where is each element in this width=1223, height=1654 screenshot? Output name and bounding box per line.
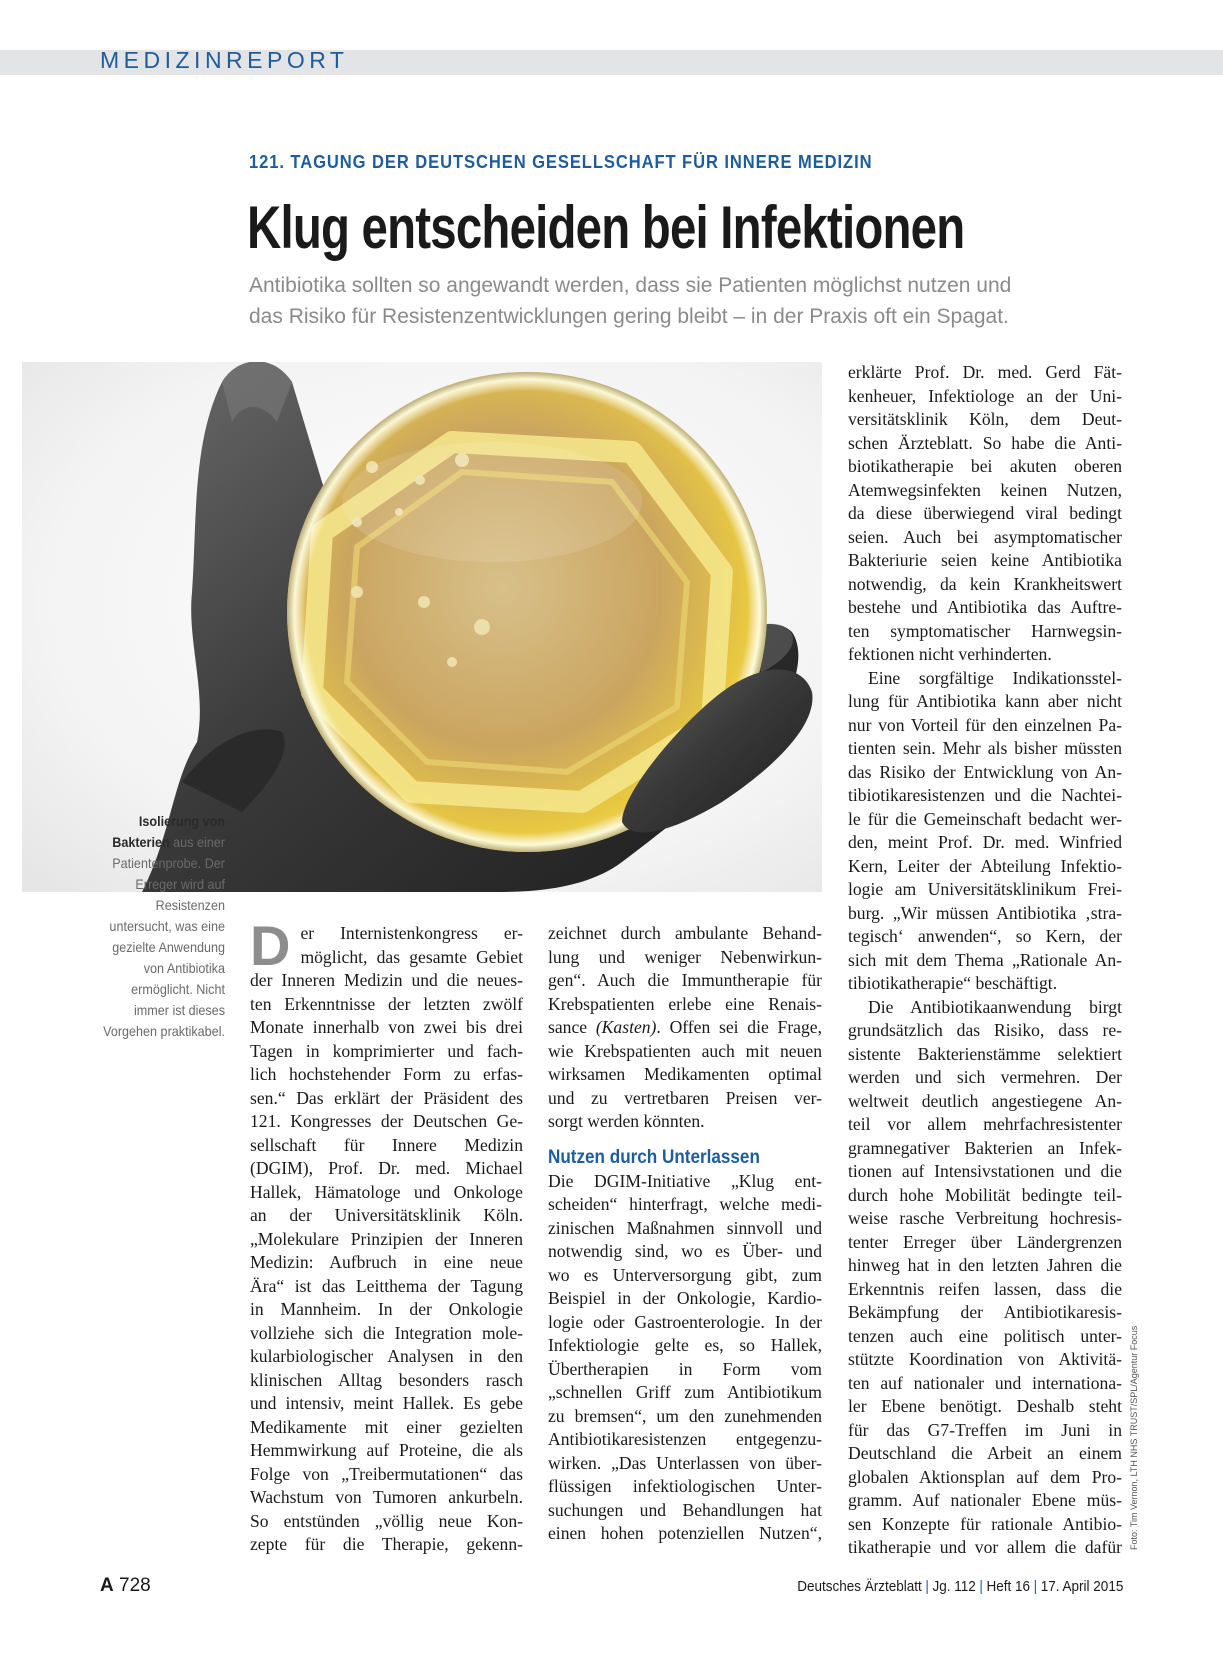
article-column-1 [250,914,523,1557]
photo-caption [95,811,226,1042]
text-line: und zu vertretbaren Preisen ver- [548,1087,822,1108]
text-line: wirken. „Das Unterlassen von über- [548,1452,822,1473]
text-line: suchungen und Behandlungen hat [548,1499,822,1520]
text-line: (DGIM), Prof. Dr. med. Michael [250,1158,523,1178]
text-line: sorgt werden könnten. [548,1111,705,1131]
text-line: lung und weniger Nebenwirkun- [548,946,822,967]
text-line: gramm. Auf nationaler Ebene müs- [848,1490,1122,1510]
text-line: ler Ebene benötigt. Deshalb steht [848,1396,1122,1416]
text-line: scheiden“ hinterfragt, welche medi- [548,1194,822,1214]
text-line: teil vor allem mehrfachresistenter [848,1114,1122,1134]
text-line: notwendig, da kein Krankheitswert [848,573,1122,594]
text-line: Tagen in komprimierter und fach- [250,1040,523,1061]
text-line: le für die Gemeinschaft bedacht wer- [848,808,1122,829]
text-line: biotikatherapie bei akuten oberen [848,456,1122,476]
text-line: zu bremsen“, um den zunehmenden [548,1405,822,1426]
journal-info [797,1578,1123,1595]
text-line: Die Antibiotikaanwendung birgt [868,996,1122,1017]
text-line: und intensiv, meint Hallek. Es gebe [250,1393,523,1413]
journal-date: 17. April 2015 [1040,1578,1123,1595]
text-line: kularbiologischer Analysen in den [250,1346,523,1366]
text-line: logie am Universitätsklinikum Frei- [848,879,1122,899]
text-line: schen Ärzteblatt. So habe die Anti- [848,432,1122,453]
text-line: ten Erkenntnisse der letzten zwölf [250,993,523,1014]
separator: | [1033,1578,1037,1595]
text-line: fektionen nicht verhinderten. [848,644,1052,664]
text-line: zeichnet durch ambulante Behand- [548,923,822,943]
page-number-value: 728 [119,1575,151,1596]
text-line: Bekämpfung der Antibiotikaresis- [848,1302,1122,1322]
section-label: MEDIZINREPORT [100,47,349,73]
journal-volume: Jg. 112 [932,1578,976,1595]
text-line: Hallek, Hämatologe und Onkologe [250,1181,523,1202]
text-line: Erkenntnis reifen lassen, dass die [848,1278,1122,1299]
text-line: Ära“ ist das Leitthema der Tagung [250,1275,523,1296]
caption-bold: Isolierung von Bakterien [112,813,225,850]
article-column-3 [848,361,1122,1560]
text-line: stützte Koordination von Aktivitä- [848,1349,1122,1369]
text-line: nur von Vorteil für den einzelnen Pa- [848,714,1122,735]
text-line: Infektiologie gelte es, so Hallek, [548,1335,822,1355]
text-line: kenheuer, Infektiologe an der Uni- [848,385,1122,406]
text-line: weltweit deutlich angestiegene An- [848,1090,1122,1111]
caption-text: aus einer Patientenprobe. Der Erreger wird auf Resistenzen untersucht, was eine gezielte Anwendung von Antibiotika ermöglicht. Nicht immer ist dieses Vorgehen praktikabel. [103,834,225,1039]
drop-cap: D [250,914,291,977]
text-line: tikatherapie und vor allem die dafür [848,1537,1122,1557]
text-line: sich mit dem Thema „Rationale An- [848,949,1122,970]
text-line: er Internistenkongress er- [300,923,523,943]
text-line: Folge von „Treibermutationen“ das [250,1463,523,1484]
text-line: wirksamen Medikamenten optimal [548,1064,822,1084]
text-line: tionen auf Intensivstationen und die [848,1161,1122,1181]
text-line: Deutschland die Arbeit an einem [848,1443,1122,1463]
article-kicker: 121. TAGUNG DER DEUTSCHEN GESELLSCHAFT FÜR INNERE MEDIZIN [249,152,873,172]
text-line: ten symptomatischer Harnwegsin- [848,620,1122,641]
text-line: in Mannheim. In der Onkologie [250,1299,523,1319]
text-fragment: sance [548,1017,596,1037]
text-line: gramnegativer Bakterien an Infek- [848,1137,1122,1158]
text-line: sen Konzepte für rationale Antibio- [848,1513,1122,1534]
kasten-reference: (Kasten) [595,1017,657,1037]
text-line: flüssigen infektiologischen Unter- [548,1476,822,1496]
text-line: Medizin: Aufbruch in eine neue [250,1252,523,1272]
lead-line: das Risiko für Resistenzentwicklungen gering bleibt – in der Praxis oft ein Spagat. [249,305,1009,328]
text-line: tibiotikaresistenzen und die Nachtei- [848,785,1122,805]
text-line: Die DGIM-Initiative „Klug ent- [548,1170,822,1191]
text-line: sistente Bakterienstämme selektiert [848,1043,1122,1064]
page-prefix: A [100,1575,114,1596]
text-line: Wachstum von Tumoren ankurbeln. [250,1487,523,1507]
text-fragment: . Offen sei die Frage, [656,1017,822,1037]
text-line: einen hohen potenziellen Nutzen“, [548,1523,822,1543]
journal-name: Deutsches Ärzteblatt [796,1578,922,1595]
text-line: sellschaft für Innere Medizin [250,1134,523,1155]
text-line: durch hohe Mobilität bedingte teil- [848,1184,1122,1205]
text-line: Medikamente mit einer gezielten [250,1416,523,1437]
text-line: Übertherapien in Form vom [548,1358,822,1379]
page-number [100,1575,151,1597]
text-line: klinischen Alltag besonders rasch [250,1369,523,1390]
text-line: Kern, Leiter der Abteilung Infektio- [848,855,1122,876]
text-line: wo es Unterversorgung gibt, zum [548,1264,822,1285]
text-line: grundsätzlich das Risiko, dass re- [848,1020,1122,1040]
text-line: vollziehe sich die Integration mole- [250,1322,523,1343]
text-line: So entstünden „völlig neue Kon- [250,1510,523,1531]
text-line: für das G7-Treffen im Juni in [848,1419,1122,1440]
article-headline: Klug entscheiden bei Infektionen [247,194,965,261]
text-line: burg. „Wir müssen Antibiotika ‚stra- [848,902,1122,923]
text-line: „schnellen Griff zum Antibiotikum [548,1382,822,1402]
text-line: an der Universitätsklinik Köln. [250,1205,523,1225]
text-line: zepte für die Therapie, gekenn- [250,1534,523,1554]
text-line: tienten sein. Mehr als bisher müssten [848,738,1122,758]
text-line: logie oder Gastroenterologie. In der [548,1311,822,1332]
photo-credit: Foto: Tim Vernon, LTH NHS TRUST/SPL/Agentur Focus [1129,1325,1139,1550]
text-line: tenter Erreger über Ländergrenzen [848,1231,1122,1252]
text-line: versitätsklinik Köln, dem Deut- [848,409,1122,429]
text-line: Atemwegsinfekten keinen Nutzen, [848,479,1122,500]
text-line: Hemmwirkung auf Proteine, die als [250,1440,523,1460]
separator: | [925,1578,929,1595]
text-line [548,1016,822,1040]
text-line: das Risiko der Entwicklung von An- [848,761,1122,782]
text-line: Beispiel in der Onkologie, Kardio- [548,1288,822,1308]
text-line: lung für Antibiotika kann aber nicht [848,691,1122,711]
text-line: Monate innerhalb von zwei bis drei [250,1017,523,1037]
text-line: da diese überwiegend viral bedingt [848,503,1122,523]
text-line: ten auf nationaler und internationa- [848,1372,1122,1393]
journal-issue: Heft 16 [986,1578,1030,1595]
text-line: Krebspatienten erlebe eine Renais- [548,993,822,1014]
separator: | [979,1578,983,1595]
text-line: gen“. Auch die Immuntherapie für [548,970,822,990]
subheading: Nutzen durch Unterlassen [548,1146,760,1168]
text-line: Bakteriurie seien keine Antibiotika [848,550,1122,570]
text-line: tibiotikatherapie“ beschäftigt. [848,973,1058,993]
text-line: globalen Aktionsplan auf dem Pro- [848,1466,1122,1487]
text-line: „Molekulare Prinzipien der Inneren [250,1228,523,1249]
text-line: zinischen Maßnahmen sinnvoll und [548,1217,822,1238]
text-line: erklärte Prof. Dr. med. Gerd Fät- [848,362,1122,382]
text-line: 121. Kongresses der Deutschen Ge- [250,1111,523,1131]
article-lead [249,270,1129,332]
lead-line: Antibiotika sollten so angewandt werden, dass sie Patienten möglichst nutzen und [249,274,1012,297]
text-line: Eine sorgfältige Indikationsstel- [868,667,1122,688]
text-line: tenzen auch eine politisch unter- [848,1325,1122,1346]
text-line: wie Krebspatienten auch mit neuen [548,1040,822,1061]
text-line: werden und sich vermehren. Der [848,1067,1122,1087]
text-line: den, meint Prof. Dr. med. Winfried [848,832,1122,852]
text-line: lich hochstehender Form zu erfas- [250,1064,523,1084]
text-line: notwendig sind, wo es Über- und [548,1241,822,1261]
text-line: tegisch‘ anwenden“, so Kern, der [848,926,1122,946]
text-line: der Inneren Medizin und die neues- [250,970,523,990]
text-line: bestehe und Antibiotika das Auftre- [848,597,1122,617]
text-line: möglicht, das gesamte Gebiet [300,946,523,967]
text-line: hinweg hat in den letzten Jahren die [848,1255,1122,1275]
text-line: Antibiotikaresistenzen entgegenzu- [548,1429,822,1449]
text-line: seien. Auch bei asymptomatischer [848,526,1122,547]
article-column-2 [548,922,822,1546]
text-line: sen.“ Das erklärt der Präsident des [250,1087,523,1108]
text-line: weise rasche Verbreitung hochresis- [848,1208,1122,1228]
